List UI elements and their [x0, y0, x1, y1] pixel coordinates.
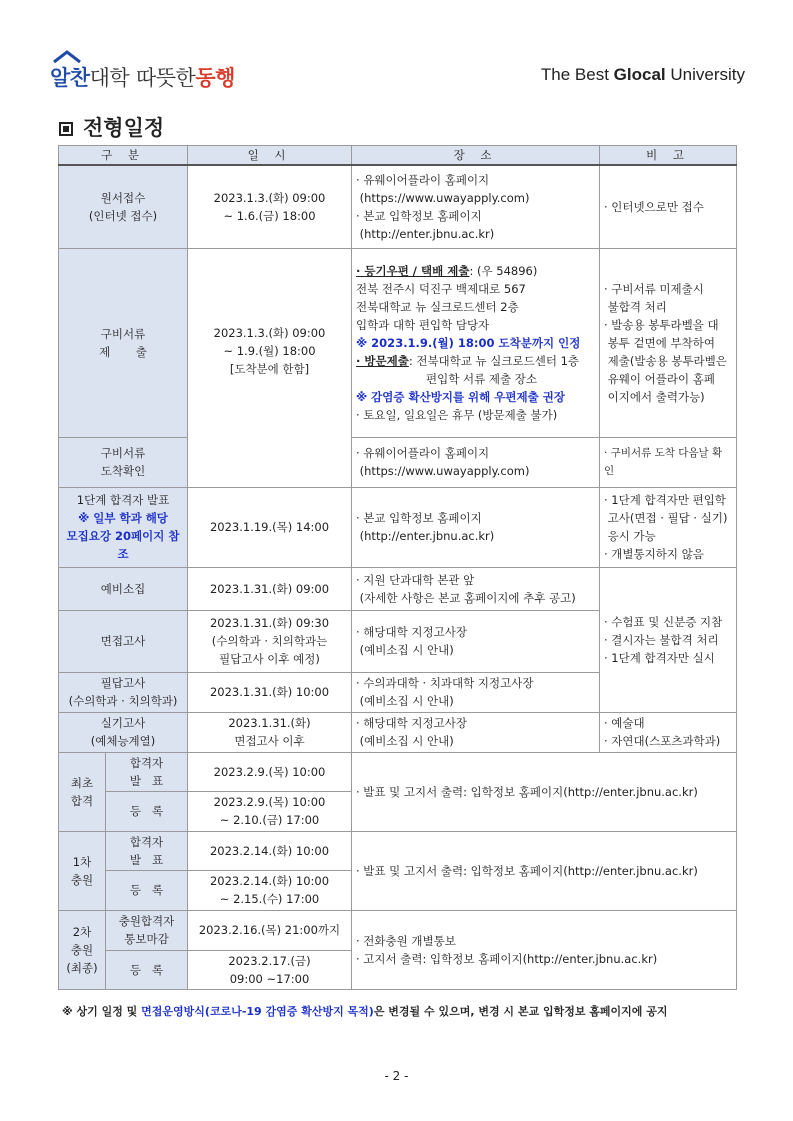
table-row: [59, 437, 737, 487]
category-cell: 구비서류 제 출: [59, 248, 188, 437]
header-category: 구 분: [59, 146, 188, 166]
header-remarks: 비 고: [600, 146, 737, 166]
date-cell: 2023.1.3.(화) 09:00 ~ 1.9.(월) 18:00 [도착분에 한함]: [188, 248, 352, 487]
remarks-cell: · 1단계 합격자만 편입학 고사(면접 · 필답 · 실기) 응시 가능 · 개별통지하지 않음: [600, 487, 737, 567]
category-cell: 구비서류 도착확인: [59, 437, 188, 487]
logo-text-2: 대학: [89, 66, 130, 90]
table-row: [59, 487, 737, 567]
remarks-cell: · 예술대 · 자연대(스포츠과학과): [600, 712, 737, 752]
place-cell: · 발표 및 고지서 출력: 입학정보 홈페이지(http://enter.jbnu.ac.kr): [352, 752, 737, 831]
place-cell: · 유웨이어플라이 홈페이지 (https://www.uwayapply.com) · 본교 입학정보 홈페이지 (http://enter.jbnu.ac.kr): [352, 165, 600, 248]
place-cell: · 본교 입학정보 홈페이지 (http://enter.jbnu.ac.kr): [352, 487, 600, 567]
date-cell: 2023.1.19.(목) 14:00: [188, 487, 352, 567]
subcategory-cell: 등 록: [106, 950, 188, 989]
place-cell: · 전화충원 개별통보 · 고지서 출력: 입학정보 홈페이지(http://enter.jbnu.ac.kr): [352, 910, 737, 989]
remarks-cell: · 구비서류 미제출시 불합격 처리 · 발송용 봉투라벨을 대 봉투 겉면에 부착하여 제출(발송용 봉투라벨은 유웨이 어플라이 홈페 이지에서 출력가능): [600, 248, 737, 437]
table-row: [59, 712, 737, 752]
subcategory-cell: 등 록: [106, 791, 188, 831]
subcategory-cell: 합격자 발 표: [106, 831, 188, 870]
category-cell: 1단계 합격자 발표 ※ 일부 학과 해당 모집요강 20페이지 참조: [59, 487, 188, 567]
header-place: 장 소: [352, 146, 600, 166]
group-cell: 최초 합격: [59, 752, 106, 831]
category-cell: 면접고사: [59, 610, 188, 672]
table-row: [59, 165, 737, 248]
date-cell: 2023.2.14.(화) 10:00: [188, 831, 352, 870]
logo-text-3: 따뜻한: [135, 66, 196, 90]
checkbox-square-icon: [59, 122, 73, 136]
remarks-cell: · 인터넷으로만 접수: [600, 165, 737, 248]
table-row: [59, 567, 737, 610]
remarks-cell: · 수험표 및 신분증 지참 · 결시자는 불합격 처리 · 1단계 합격자만 실시: [600, 567, 737, 712]
header-datetime: 일 시: [188, 146, 352, 166]
category-cell: 실기고사 (예체능계열): [59, 712, 188, 752]
date-cell: 2023.1.31.(화) 09:00: [188, 567, 352, 610]
subcategory-cell: 합격자 발 표: [106, 752, 188, 791]
page-header: [50, 50, 745, 95]
group-cell: 1차 충원: [59, 831, 106, 910]
category-cell: 필답고사 (수의학과 · 치의학과): [59, 672, 188, 712]
table-row: [59, 248, 737, 437]
subcategory-cell: 등 록: [106, 870, 188, 910]
table-header-row: [59, 146, 737, 166]
place-cell: · 발표 및 고지서 출력: 입학정보 홈페이지(http://enter.jbnu.ac.kr): [352, 831, 737, 910]
subcategory-cell: 충원합격자 통보마감: [106, 910, 188, 950]
table-row: [59, 910, 737, 950]
place-cell: · 수의과대학 · 치과대학 지정고사장 (예비소집 시 안내): [352, 672, 600, 712]
place-cell: · 등기우편 / 택배 제출: (우 54896) 전북 전주시 덕진구 백제대로 567 전북대학교 뉴 실크로드센터 2층 입학과 대학 편입학 담당자 ※ 2023.1.9.(월) 18:00 도착분까지 인정 · 방문제출: 전북대학교 뉴 실크로드센터 1층 편입학 서류 제출 장소 ※ 감염증 확산방지를 위해 우편제출 권장 · 토요일, 일요일은 휴무 (방문제출 불가): [352, 248, 600, 437]
date-cell: 2023.1.3.(화) 09:00 ~ 1.6.(금) 18:00: [188, 165, 352, 248]
place-cell: · 지원 단과대학 본관 앞 (자세한 사항은 본교 홈페이지에 추후 공고): [352, 567, 600, 610]
date-cell: 2023.2.14.(화) 10:00 ~ 2.15.(수) 17:00: [188, 870, 352, 910]
logo-text-1: 알찬: [50, 66, 90, 90]
remarks-cell: · 구비서류 도착 다음날 확인: [600, 437, 737, 487]
date-cell: 2023.2.9.(목) 10:00 ~ 2.10.(금) 17:00: [188, 791, 352, 831]
date-cell: 2023.2.17.(금) 09:00 ~17:00: [188, 950, 352, 989]
logo-text-4: 동행: [195, 66, 235, 90]
category-cell: 예비소집: [59, 567, 188, 610]
page-number: - 2 -: [384, 1069, 409, 1083]
section-title: 전형일정: [59, 112, 164, 142]
place-cell: · 해당대학 지정고사장 (예비소집 시 안내): [352, 610, 600, 672]
place-cell: · 유웨이어플라이 홈페이지 (https://www.uwayapply.com): [352, 437, 600, 487]
group-cell: 2차 충원 (최종): [59, 910, 106, 989]
category-cell: 원서접수 (인터넷 접수): [59, 165, 188, 248]
footnote: ※ 상기 일정 및 면접운영방식(코로나-19 감염증 확산방지 목적)은 변경될 수 있으며, 변경 시 본교 입학정보 홈페이지에 공지: [62, 1005, 668, 1018]
date-cell: 2023.2.16.(목) 21:00까지: [188, 910, 352, 950]
schedule-table: [58, 145, 737, 990]
table-row: [59, 831, 737, 870]
slogan: The Best Glocal University: [540, 65, 745, 84]
date-cell: 2023.2.9.(목) 10:00: [188, 752, 352, 791]
date-cell: 2023.1.31.(화) 09:30 (수의학과 · 치의학과는 필답고사 이후 예정): [188, 610, 352, 672]
table-row: [59, 752, 737, 791]
date-cell: 2023.1.31.(화) 10:00: [188, 672, 352, 712]
place-cell: · 해당대학 지정고사장 (예비소집 시 안내): [352, 712, 600, 752]
date-cell: 2023.1.31.(화) 면접고사 이후: [188, 712, 352, 752]
